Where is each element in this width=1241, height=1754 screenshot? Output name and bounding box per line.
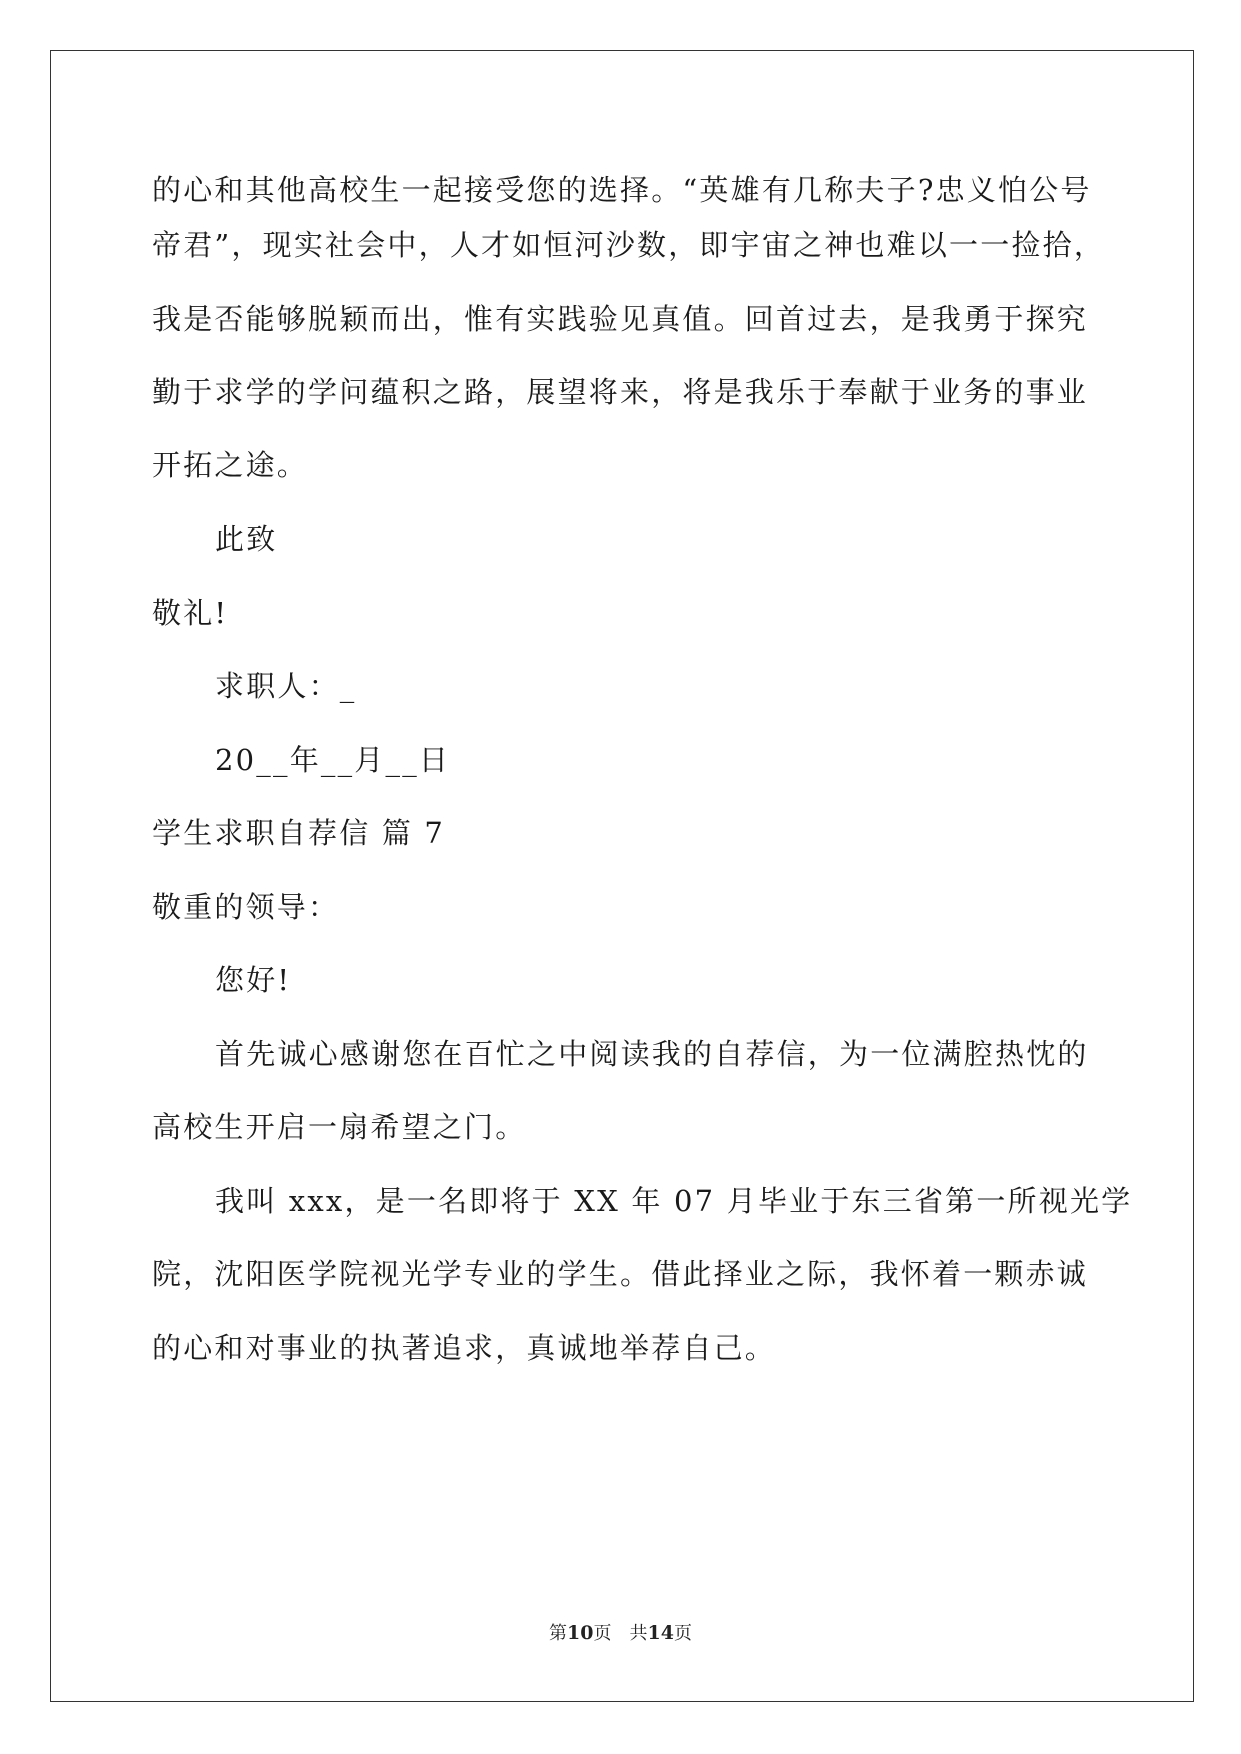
footer-current-page: 10 bbox=[567, 1622, 594, 1644]
greeting-hello: 您好! bbox=[215, 963, 292, 997]
closing-regards: 敬礼! bbox=[152, 596, 229, 630]
section-title: 学生求职自荐信 篇 7 bbox=[152, 816, 446, 850]
body-line-2: 帝君”，现实社会中，人才如恒河沙数，即宇宙之神也难以一一捡拾， bbox=[152, 228, 1106, 262]
body-line-16: 院，沈阳医学院视光学专业的学生。借此择业之际，我怀着一颗赤诚 bbox=[152, 1257, 1089, 1291]
greeting-recipient: 敬重的领导： bbox=[152, 890, 340, 924]
body-line-3: 我是否能够脱颖而出，惟有实践验见真值。回首过去，是我勇于探究 bbox=[152, 302, 1089, 336]
applicant-signature: 求职人：_ bbox=[215, 669, 357, 703]
page-footer bbox=[0, 1622, 1241, 1645]
body-line-14: 高校生开启一扇希望之门。 bbox=[152, 1110, 527, 1144]
signature-date: 20__年__月__日 bbox=[215, 743, 451, 777]
body-line-1: 的心和其他高校生一起接受您的选择。“英雄有几称夫子?忠义怕公号 bbox=[152, 173, 1092, 207]
footer-total-pages: 14 bbox=[647, 1622, 674, 1644]
body-line-17: 的心和对事业的执著追求，真诚地举荐自己。 bbox=[152, 1331, 777, 1365]
body-line-13: 首先诚心感谢您在百忙之中阅读我的自荐信，为一位满腔热忱的 bbox=[215, 1037, 1089, 1071]
body-line-15: 我叫 xxx，是一名即将于 XX 年 07 月毕业于东三省第一所视光学 bbox=[215, 1184, 1133, 1218]
footer-mid: 页 共 bbox=[593, 1623, 648, 1644]
body-line-4: 勤于求学的学问蕴积之路，展望将来，将是我乐于奉献于业务的事业 bbox=[152, 375, 1089, 409]
body-line-5: 开拓之途。 bbox=[152, 448, 309, 482]
footer-suffix: 页 bbox=[673, 1623, 692, 1644]
page-border bbox=[50, 50, 1194, 1702]
closing-salutation: 此致 bbox=[215, 522, 278, 556]
footer-prefix: 第 bbox=[549, 1623, 568, 1644]
